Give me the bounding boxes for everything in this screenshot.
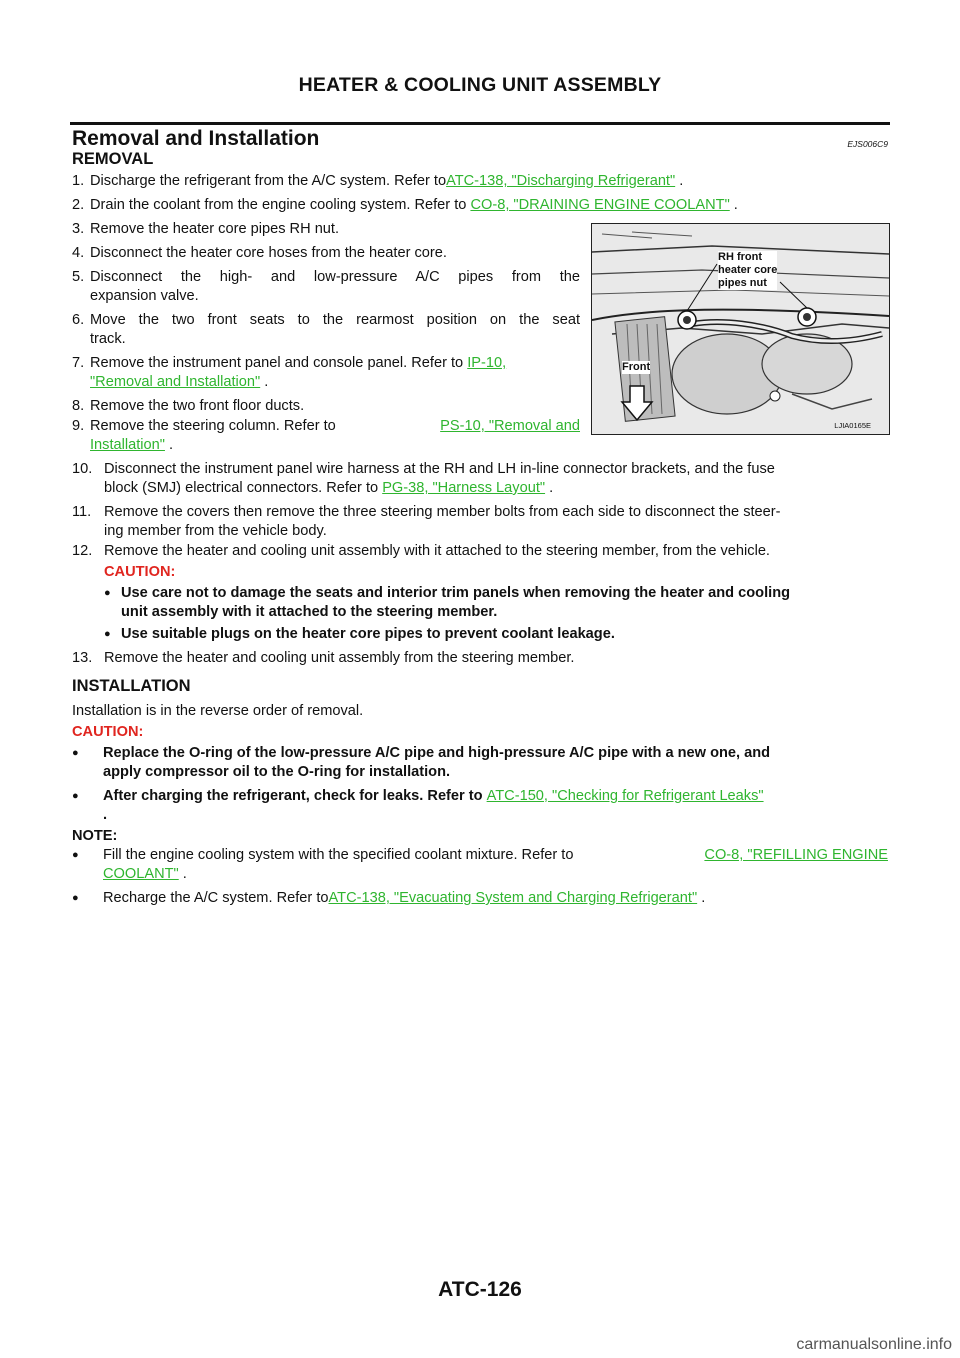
link-ps-10[interactable]: PS-10, "Removal and (440, 418, 580, 434)
step-11-line-1: Remove the covers then remove the three steering member bolts from each side to disconnect the steer- (104, 504, 781, 520)
note-1-line-1 (103, 845, 888, 865)
note-1-line-2 (103, 864, 187, 884)
section-code: EJS006C9 (847, 139, 888, 149)
step-9-line-2 (90, 435, 173, 455)
step-number: 7. (72, 355, 85, 371)
header-rule (70, 122, 890, 125)
removal-heading: REMOVAL (72, 150, 154, 168)
step-1 (90, 171, 683, 191)
watermark: carmanualsonline.info (796, 1336, 952, 1353)
step-2 (90, 195, 738, 215)
step-text: Remove the instrument panel and console panel. Refer to (90, 355, 468, 371)
link-pg-38[interactable]: PG-38, "Harness Layout" (382, 480, 546, 496)
bullet: ● (72, 790, 79, 802)
step-text: Remove the steering column. Refer to (90, 418, 336, 434)
step-number: 9. (72, 418, 85, 434)
step-5-line-1: Disconnect the high- and low-pressure A/C pipes from the (90, 269, 580, 285)
link-ps-10-installation[interactable]: Installation" (90, 437, 165, 453)
link-co-8-refilling[interactable]: CO-8, "REFILLING ENGINE (704, 847, 888, 863)
caution-1-line-1: Use care not to damage the seats and interior trim panels when removing the heater and cooling (121, 585, 791, 601)
install-caution-1-line-1: Replace the O-ring of the low-pressure A/C pipe and high-pressure A/C pipe with a new one, and (103, 745, 771, 761)
caution-text: After charging the refrigerant, check for leaks. Refer to (103, 788, 487, 804)
step-number: 5. (72, 269, 85, 285)
caution-label: CAUTION: (104, 564, 176, 580)
step-number: 11. (72, 504, 92, 520)
link-co-8-coolant[interactable]: COOLANT" (103, 866, 179, 882)
page-number: ATC-126 (438, 1278, 522, 1301)
link-atc-138-discharging[interactable]: ATC-138, "Discharging Refrigerant" (446, 173, 676, 189)
step-text: block (SMJ) electrical connectors. Refer to (104, 480, 383, 496)
step-number: 8. (72, 398, 85, 414)
install-caution-2-tail: . (103, 807, 108, 823)
link-ip-10[interactable]: IP-10, (467, 355, 507, 371)
step-10-line-2 (104, 478, 553, 498)
caution-2: Use suitable plugs on the heater core pipes to prevent coolant leakage. (121, 626, 615, 642)
step-number: 1. (72, 173, 85, 189)
installation-intro: Installation is in the reverse order of removal. (72, 703, 364, 719)
step-7-line-1 (90, 353, 506, 373)
note-tail: . (178, 866, 187, 882)
figure-code: LJIA0165E (834, 421, 871, 430)
step-5-line-2: expansion valve. (90, 288, 199, 304)
step-tail: . (164, 437, 174, 453)
label-line: RH front (718, 251, 762, 263)
label-line: pipes nut (718, 277, 767, 289)
step-tail: . (729, 197, 738, 213)
link-atc-150[interactable]: ATC-150, "Checking for Refrigerant Leaks" (486, 788, 764, 804)
step-number: 3. (72, 221, 85, 237)
installation-caution-label: CAUTION: (72, 724, 144, 740)
step-tail: . (260, 374, 269, 390)
bullet: ● (104, 587, 111, 599)
step-4: Disconnect the heater core hoses from the heater core. (90, 245, 447, 261)
step-text: Discharge the refrigerant from the A/C system. Refer to (90, 173, 447, 189)
note-text: Recharge the A/C system. Refer to (103, 890, 329, 906)
note-2 (103, 888, 705, 908)
step-number: 2. (72, 197, 85, 213)
section-title: Removal and Installation (72, 127, 320, 150)
install-caution-2 (103, 786, 764, 806)
step-number: 6. (72, 312, 85, 328)
note-label: NOTE: (72, 828, 118, 844)
step-9-line-1 (90, 416, 580, 436)
figure-label-front: Front (622, 361, 651, 373)
step-3: Remove the heater core pipes RH nut. (90, 221, 340, 237)
bullet: ● (104, 628, 111, 640)
step-6-line-1: Move the two front seats to the rearmost position on the seat (90, 312, 580, 328)
step-13: Remove the heater and cooling unit assembly from the steering member. (104, 650, 575, 666)
label-line: heater core (718, 264, 778, 276)
bullet: ● (72, 892, 79, 904)
step-number: 12. (72, 543, 93, 559)
figure-heater-core-pipes (591, 223, 890, 435)
bullet: ● (72, 747, 79, 759)
caution-1-line-2: unit assembly with it attached to the steering member. (121, 604, 498, 620)
step-12: Remove the heater and cooling unit assembly with it attached to the steering member, from the vehicle. (104, 543, 770, 559)
step-10-line-1: Disconnect the instrument panel wire harness at the RH and LH in-line connector brackets, and the fuse (104, 461, 775, 477)
step-7-line-2 (90, 372, 268, 392)
step-number: 10. (72, 461, 93, 477)
bullet: ● (72, 849, 79, 861)
step-text: Drain the coolant from the engine cooling system. Refer to (90, 197, 471, 213)
link-ip-10-removal[interactable]: "Removal and Installation" (90, 374, 261, 390)
step-number: 4. (72, 245, 85, 261)
link-atc-138-evacuating[interactable]: ATC-138, "Evacuating System and Charging Refrigerant" (328, 890, 698, 906)
note-text: Fill the engine cooling system with the specified coolant mixture. Refer to (103, 847, 574, 863)
page-header: HEATER & COOLING UNIT ASSEMBLY (298, 74, 662, 96)
note-tail: . (697, 890, 706, 906)
step-number: 13. (72, 650, 93, 666)
install-caution-1-line-2: apply compressor oil to the O-ring for installation. (103, 764, 451, 780)
installation-heading: INSTALLATION (72, 677, 191, 695)
step-tail: . (545, 480, 554, 496)
figure-label-rh-front (718, 251, 777, 290)
step-8: Remove the two front floor ducts. (90, 398, 305, 414)
step-11-line-2: ing member from the vehicle body. (104, 523, 327, 539)
step-6-line-2: track. (90, 331, 126, 347)
step-tail: . (675, 173, 684, 189)
link-co-8-draining[interactable]: CO-8, "DRAINING ENGINE COOLANT" (470, 197, 730, 213)
